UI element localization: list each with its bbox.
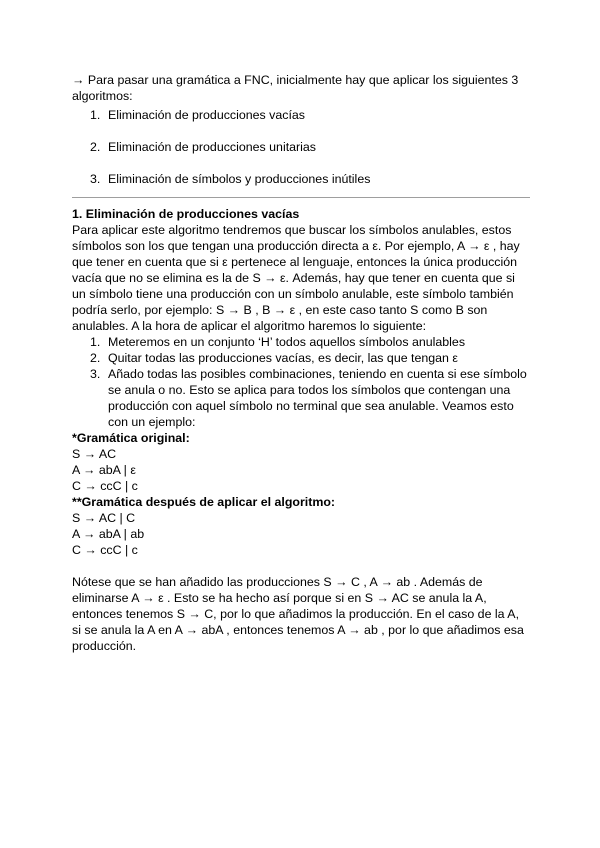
list-item-label: Eliminación de producciones vacías: [108, 108, 305, 122]
grammar-rule: S → AC | C: [72, 511, 136, 525]
grammar-rule: C → ccC | c: [72, 543, 138, 557]
grammar-rule: C → ccC | c: [72, 479, 138, 493]
list-item: [72, 350, 530, 366]
document-page: [72, 72, 530, 654]
step-text: Añado todas las posibles combinaciones, teniendo en cuenta si ese símbolo se anula o no. Esto se aplica para todos los símbolos que contengan una producción con aquel símbolo no terminal que sea anulable. Veamos esto con un ejemplo:: [108, 367, 527, 429]
list-item: [72, 334, 530, 350]
list-item: [72, 139, 530, 155]
list-number: 2.: [90, 351, 101, 365]
list-item: [72, 366, 530, 430]
horizontal-divider: [72, 197, 530, 198]
original-grammar-title: *Gramática original:: [72, 431, 190, 445]
algorithm-list: [72, 107, 530, 187]
list-item-label: Eliminación de símbolos y producciones inútiles: [108, 172, 371, 186]
intro-paragraph: → Para pasar una gramática a FNC, inicialmente hay que aplicar los siguientes 3 algoritmos:: [72, 73, 519, 103]
list-number: 3.: [90, 367, 101, 381]
spacer: [72, 558, 530, 574]
list-number: 1.: [90, 108, 101, 122]
list-item: [72, 171, 530, 187]
grammar-rule: A → abA | ε: [72, 463, 136, 477]
note-paragraph: Nótese que se han añadido las producciones S → C , A → ab . Además de eliminarse A → ε . Esto se ha hecho así porque si en S → AC se anula la A, entonces tenemos S → C, por lo que añadimos la producción. En el caso de la A, si se anula la A en A → abA , entonces tenemos A → ab , por lo que añadimos esa producción.: [72, 575, 524, 653]
list-number: 2.: [90, 140, 101, 154]
grammar-rule: A → abA | ab: [72, 527, 145, 541]
after-grammar-title: **Gramática después de aplicar el algoritmo:: [72, 495, 336, 509]
grammar-rule: S → AC: [72, 447, 117, 461]
step-text: Meteremos en un conjunto ‘H’ todos aquellos símbolos anulables: [108, 335, 466, 349]
list-item-label: Eliminación de producciones unitarias: [108, 140, 317, 154]
list-number: 1.: [90, 335, 101, 349]
list-item: [72, 107, 530, 123]
steps-list: [72, 334, 530, 430]
section-heading: 1. Eliminación de producciones vacías: [72, 207, 300, 221]
step-text: Quitar todas las producciones vacías, es decir, las que tengan ε: [108, 351, 458, 365]
list-number: 3.: [90, 172, 101, 186]
section-paragraph: Para aplicar este algoritmo tendremos que buscar los símbolos anulables, estos símbolos son los que tengan una producción directa a ε. Por ejemplo, A → ε , hay que tener en cuenta que si ε pertenece al lenguaje, entonces la única producción vacía que no se elimina es la de S → ε. Además, hay que tener en cuenta que si un símbolo tiene una producción con un símbolo anulable, este símbolo también podría serlo, por ejemplo: S → B , B → ε , en este caso tanto S como B son anulables. A la hora de aplicar el algoritmo haremos lo siguiente:: [72, 223, 520, 333]
